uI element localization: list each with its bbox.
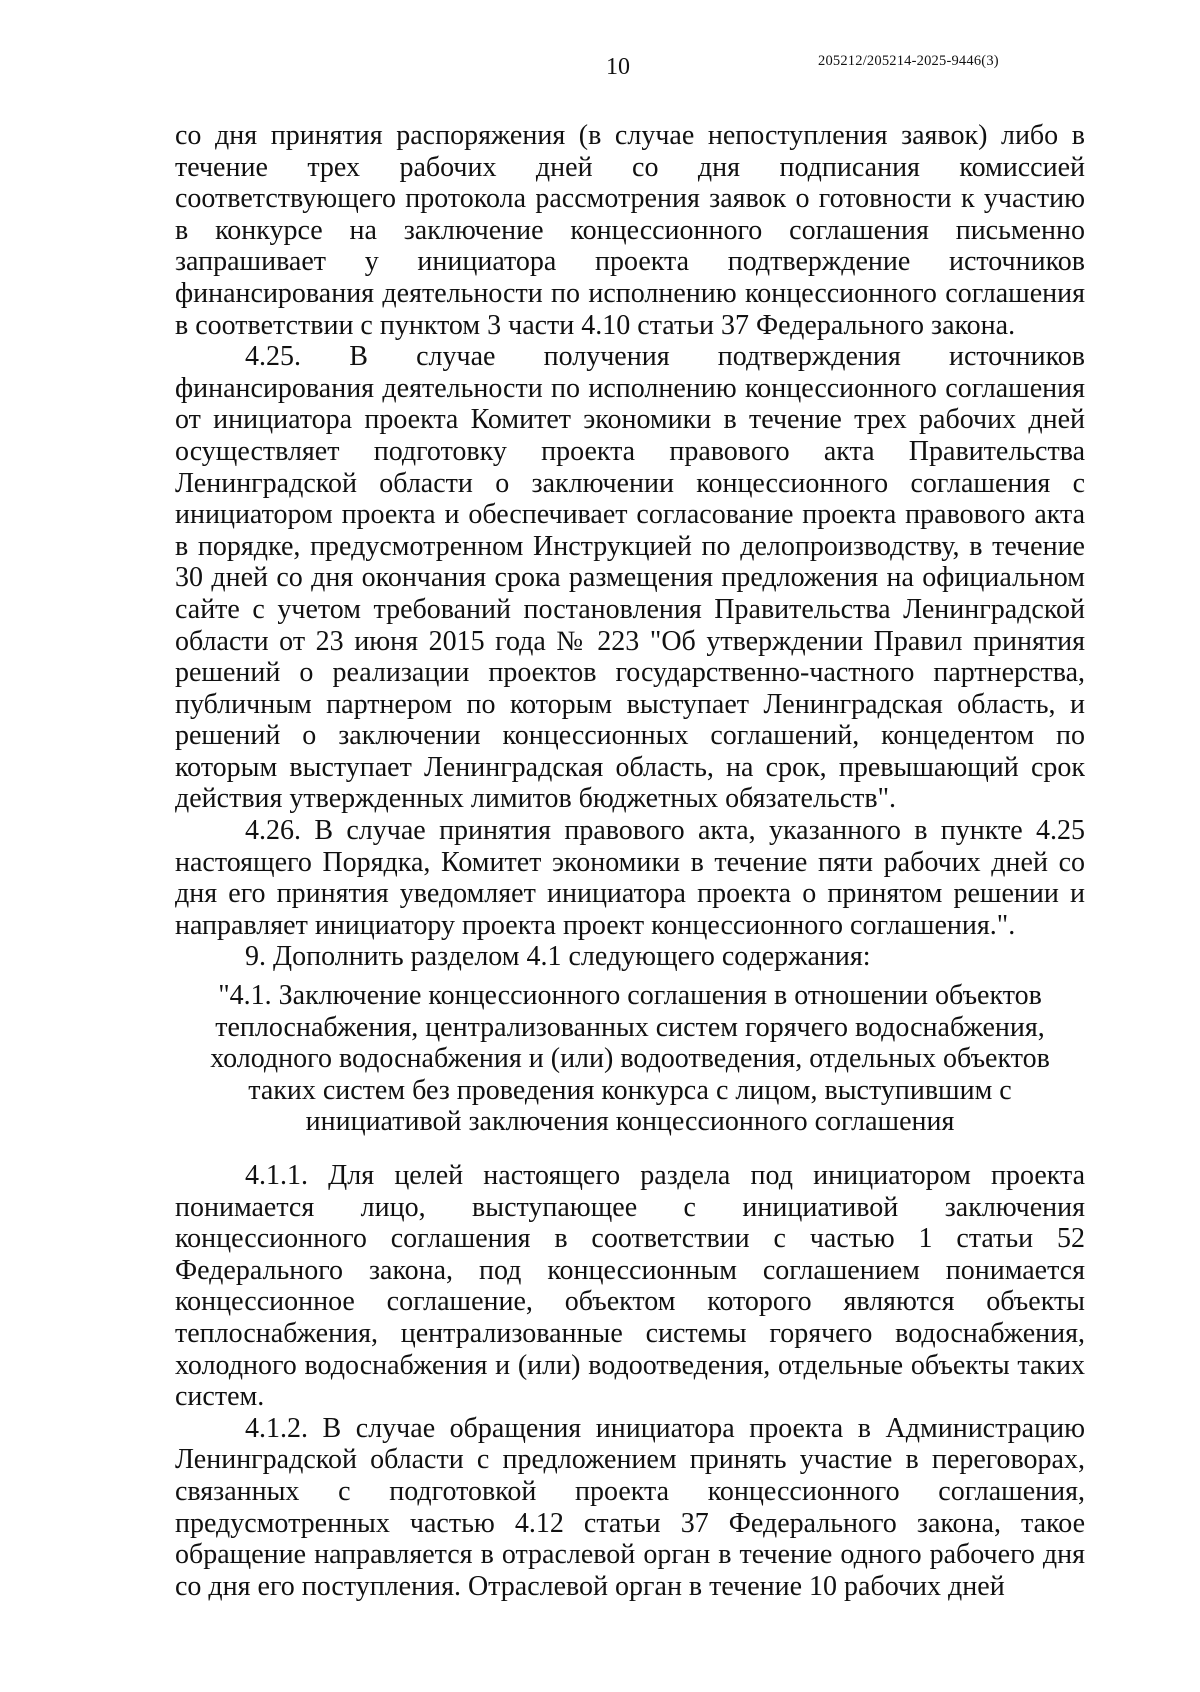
body-text-top xyxy=(175,120,1085,973)
paragraph-item-9: 9. Дополнить разделом 4.1 следующего содержания: xyxy=(245,941,871,973)
document-code: 205212/205214-2025-9446(3) xyxy=(818,53,999,69)
paragraph-4-26: 4.26. В случае принятия правового акта, указанного в пункте 4.25 настоящего Порядка, Комитет экономики в течение пяти рабочих дней со дня его принятия уведомляет инициатора проекта о принятом решении и направляет инициатору проекта проект концессионного соглашения.". xyxy=(175,815,1085,941)
section-heading: "4.1. Заключение концессионного соглашения в отношении объектов теплоснабжения, централизованных систем горячего водоснабжения, холодного водоснабжения и (или) водоотведения, отдельных объектов таких систем без проведения конкурса с лицом, выступившим с инициативой заключения концессионного соглашения xyxy=(210,980,1050,1138)
paragraph-4-1-1: 4.1.1. Для целей настоящего раздела под инициатором проекта понимается лицо, выступающее с инициативой заключения концессионного соглашения в соответствии с частью 1 статьи 52 Федерального закона, под концессионным соглашением понимается концессионное соглашение, объектом которого являются объекты теплоснабжения, централизованные системы горячего водоснабжения, холодного водоснабжения и (или) водоотведения, отдельные объекты таких систем. xyxy=(175,1160,1085,1413)
page-number: 10 xyxy=(606,54,630,80)
paragraph-4-1-2: 4.1.2. В случае обращения инициатора проекта в Администрацию Ленинградской области с предложением принять участие в переговорах, связанных с подготовкой проекта концессионного соглашения, предусмотренных частью 4.12 статьи 37 Федерального закона, такое обращение направляется в отраслевой орган в течение одного рабочего дня со дня его поступления. Отраслевой орган в течение 10 рабочих дней xyxy=(175,1412,1085,1602)
paragraph-4-25: 4.25. В случае получения подтверждения источников финансирования деятельности по исполнению концессионного соглашения от инициатора проекта Комитет экономики в течение трех рабочих дней осуществляет подготовку проекта правового акта Правительства Ленинградской области о заключении концессионного соглашения с инициатором проекта и обеспечивает согласование проекта правового акта в порядке, предусмотренном Инструкцией по делопроизводству, в течение 30 дней со дня окончания срока размещения предложения на официальном сайте с учетом требований постановления Правительства Ленинградской области от 23 июня 2015 года № 223 "Об утверждении Правил принятия решений о реализации проектов государственно-частного партнерства, публичным партнером по которым выступает Ленинградская область, и решений о заключении концессионных соглашений, концедентом по которым выступает Ленинградская область, на срок, превышающий срок действия утвержденных лимитов бюджетных обязательств". xyxy=(175,341,1085,815)
paragraph-continuation: со дня принятия распоряжения (в случае непоступления заявок) либо в течение трех рабочих дней со дня подписания комиссией соответствующего протокола рассмотрения заявок о готовности к участию в конкурсе на заключение концессионного соглашения письменно запрашивает у инициатора проекта подтверждение источников финансирования деятельности по исполнению концессионного соглашения в соответствии с пунктом 3 части 4.10 статьи 37 Федерального закона. xyxy=(175,120,1085,341)
body-text-bottom xyxy=(175,1160,1085,1602)
